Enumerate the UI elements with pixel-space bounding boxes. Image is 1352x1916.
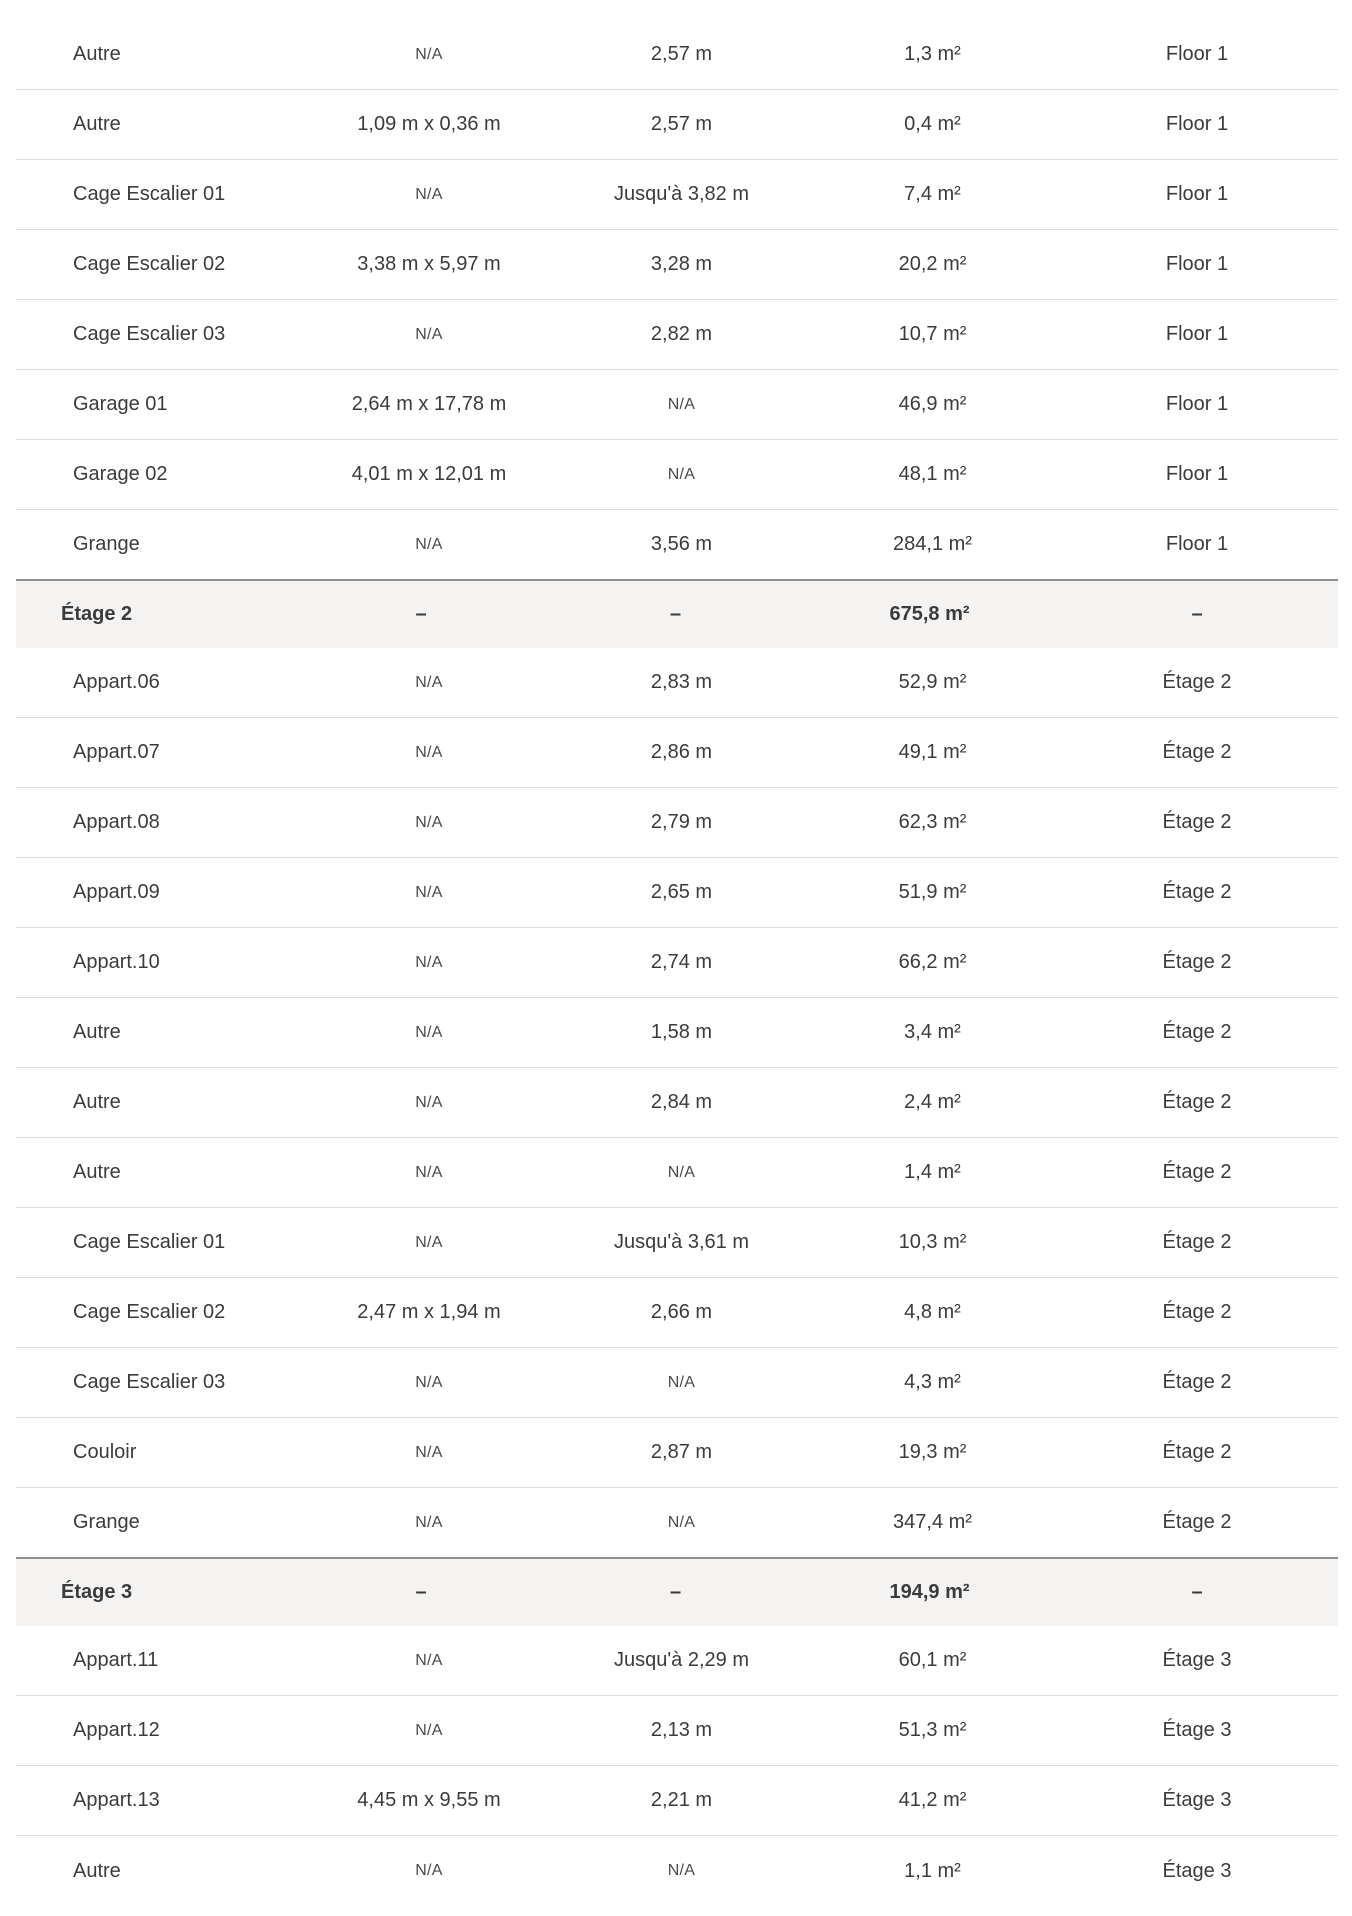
floor-cell: Étage 2 [1162, 1231, 1232, 1253]
dimensions-cell: N/A [415, 743, 443, 761]
area-cell: 1,3 m² [904, 43, 961, 65]
ceiling-height-cell: N/A [667, 395, 696, 413]
dimensions-cell: N/A [415, 185, 443, 203]
floor-group-row [16, 1557, 1338, 1626]
ceiling-height-cell: 2,83 m [650, 671, 713, 693]
table-row [16, 858, 1338, 928]
group-room-name-cell: Étage 3 [61, 1581, 133, 1603]
dimensions-cell: 2,64 m x 17,78 m [351, 393, 507, 415]
group-dimensions-cell: – [415, 603, 427, 625]
room-name-cell: Couloir [73, 1441, 137, 1463]
ceiling-height-cell: 2,21 m [650, 1789, 713, 1811]
room-name-cell: Appart.12 [73, 1719, 160, 1741]
floor-cell: Étage 2 [1162, 1161, 1232, 1183]
ceiling-height-cell: Jusqu'à 2,29 m [613, 1649, 749, 1671]
room-name-cell: Autre [73, 113, 121, 135]
dimensions-cell: N/A [415, 325, 443, 343]
area-cell: 347,4 m² [893, 1511, 972, 1533]
area-cell: 3,4 m² [904, 1021, 961, 1043]
ceiling-height-cell: 3,56 m [650, 533, 713, 555]
ceiling-height-cell: N/A [667, 1513, 696, 1531]
area-cell: 4,3 m² [904, 1371, 961, 1393]
floor-cell: Floor 1 [1165, 183, 1229, 205]
table-row [16, 90, 1338, 160]
ceiling-height-cell: 2,87 m [650, 1441, 713, 1463]
dimensions-cell: 3,38 m x 5,97 m [357, 253, 501, 275]
table-row [16, 1696, 1338, 1766]
room-name-cell: Appart.06 [73, 671, 160, 693]
room-name-cell: Appart.10 [73, 951, 160, 973]
table-row [16, 300, 1338, 370]
table-row [16, 160, 1338, 230]
dimensions-cell: N/A [415, 535, 443, 553]
floor-group-row [16, 579, 1338, 648]
ceiling-height-cell: 2,79 m [650, 811, 713, 833]
floor-cell: Étage 2 [1162, 881, 1232, 903]
room-name-cell: Grange [73, 533, 140, 555]
dimensions-cell: N/A [415, 1513, 443, 1531]
area-cell: 10,7 m² [898, 323, 967, 345]
ceiling-height-cell: 3,28 m [650, 253, 713, 275]
table-row [16, 1488, 1338, 1558]
table-row [16, 440, 1338, 510]
area-cell: 0,4 m² [904, 113, 961, 135]
table-row [16, 998, 1338, 1068]
dimensions-cell: N/A [415, 813, 443, 831]
dimensions-cell: 2,47 m x 1,94 m [357, 1301, 501, 1323]
area-cell: 62,3 m² [898, 811, 967, 833]
dimensions-cell: 4,01 m x 12,01 m [351, 463, 507, 485]
floor-cell: Floor 1 [1165, 43, 1229, 65]
group-ceiling-height-cell: – [669, 1581, 682, 1603]
room-name-cell: Appart.09 [73, 881, 160, 903]
floor-cell: Étage 2 [1162, 1511, 1232, 1533]
floor-cell: Étage 2 [1162, 671, 1232, 693]
room-name-cell: Cage Escalier 03 [73, 1371, 226, 1393]
floor-cell: Étage 3 [1162, 1719, 1232, 1741]
group-room-name-cell: Étage 2 [61, 603, 133, 625]
room-name-cell: Garage 01 [73, 393, 168, 415]
dimensions-cell: N/A [415, 1651, 443, 1669]
floor-cell: Étage 3 [1162, 1859, 1232, 1882]
table-row [16, 1626, 1338, 1696]
floor-cell: Floor 1 [1165, 533, 1229, 555]
room-name-cell: Appart.11 [73, 1649, 159, 1671]
table-row [16, 1766, 1338, 1836]
floor-cell: Floor 1 [1165, 463, 1229, 485]
floor-cell: Floor 1 [1165, 323, 1229, 345]
table-row [16, 788, 1338, 858]
area-cell: 51,9 m² [898, 881, 967, 903]
table-row [16, 718, 1338, 788]
area-cell: 51,3 m² [898, 1719, 967, 1741]
dimensions-cell: N/A [415, 673, 443, 691]
dimensions-cell: N/A [415, 1721, 443, 1739]
table-row [16, 370, 1338, 440]
area-cell: 52,9 m² [898, 671, 967, 693]
dimensions-cell: N/A [415, 1373, 443, 1391]
floor-cell: Floor 1 [1165, 113, 1229, 135]
ceiling-height-cell: 2,13 m [650, 1719, 713, 1741]
ceiling-height-cell: 2,65 m [650, 881, 713, 903]
dimensions-cell: N/A [415, 1023, 443, 1041]
area-cell: 49,1 m² [898, 741, 967, 763]
area-cell: 10,3 m² [898, 1231, 967, 1253]
dimensions-cell: N/A [415, 883, 443, 901]
group-floor-cell: – [1191, 1581, 1203, 1603]
dimensions-cell: N/A [415, 1443, 443, 1461]
table-row [16, 230, 1338, 300]
group-dimensions-cell: – [415, 1581, 427, 1603]
table-row [16, 648, 1338, 718]
ceiling-height-cell: 2,66 m [650, 1301, 713, 1323]
dimensions-cell: N/A [415, 45, 443, 63]
room-name-cell: Garage 02 [73, 463, 168, 485]
floor-cell: Floor 1 [1165, 393, 1229, 415]
floor-cell: Étage 3 [1162, 1789, 1232, 1811]
rooms-table [16, 20, 1338, 1906]
dimensions-cell: N/A [415, 1093, 443, 1111]
dimensions-cell: N/A [415, 953, 443, 971]
dimensions-cell: 4,45 m x 9,55 m [357, 1789, 501, 1811]
room-name-cell: Appart.07 [73, 741, 160, 763]
ceiling-height-cell: 2,57 m [650, 43, 713, 65]
area-cell: 4,8 m² [904, 1301, 961, 1323]
ceiling-height-cell: 2,84 m [650, 1091, 713, 1113]
group-floor-cell: – [1191, 603, 1203, 625]
ceiling-height-cell: N/A [667, 1862, 696, 1879]
group-area-cell: 675,8 m² [889, 603, 970, 625]
ceiling-height-cell: Jusqu'à 3,82 m [613, 183, 749, 205]
area-cell: 1,4 m² [904, 1161, 961, 1183]
table-row [16, 510, 1338, 580]
room-name-cell: Cage Escalier 01 [73, 183, 226, 205]
room-name-cell: Cage Escalier 02 [73, 1301, 226, 1323]
floor-cell: Étage 2 [1162, 1091, 1232, 1113]
area-cell: 60,1 m² [898, 1649, 967, 1671]
ceiling-height-cell: 2,82 m [650, 323, 713, 345]
dimensions-cell: N/A [415, 1233, 443, 1251]
floor-cell: Floor 1 [1165, 253, 1229, 275]
floor-cell: Étage 2 [1162, 811, 1232, 833]
area-cell: 284,1 m² [893, 533, 972, 555]
dimensions-cell: 1,09 m x 0,36 m [357, 113, 501, 135]
table-row [16, 1348, 1338, 1418]
ceiling-height-cell: Jusqu'à 3,61 m [613, 1231, 749, 1253]
group-ceiling-height-cell: – [669, 603, 682, 625]
dimensions-cell: N/A [415, 1862, 443, 1879]
ceiling-height-cell: N/A [667, 1163, 696, 1181]
area-cell: 46,9 m² [898, 393, 967, 415]
ceiling-height-cell: 2,57 m [650, 113, 713, 135]
room-name-cell: Autre [73, 1859, 121, 1882]
room-name-cell: Appart.08 [73, 811, 160, 833]
floor-cell: Étage 2 [1162, 1301, 1232, 1323]
floor-cell: Étage 2 [1162, 1441, 1232, 1463]
group-area-cell: 194,9 m² [889, 1581, 970, 1603]
table-row [16, 928, 1338, 998]
floor-cell: Étage 2 [1162, 1021, 1232, 1043]
dimensions-cell: N/A [415, 1163, 443, 1181]
floor-cell: Étage 2 [1162, 951, 1232, 973]
room-name-cell: Cage Escalier 02 [73, 253, 226, 275]
room-name-cell: Appart.13 [73, 1789, 160, 1811]
ceiling-height-cell: 1,58 m [650, 1021, 713, 1043]
table-row [16, 1278, 1338, 1348]
table-row [16, 20, 1338, 90]
floor-cell: Étage 2 [1162, 741, 1232, 763]
area-cell: 41,2 m² [898, 1789, 967, 1811]
ceiling-height-cell: 2,74 m [650, 951, 713, 973]
floor-cell: Étage 2 [1162, 1371, 1232, 1393]
area-cell: 1,1 m² [904, 1859, 961, 1882]
table-row [16, 1418, 1338, 1488]
area-cell: 2,4 m² [904, 1091, 961, 1113]
area-cell: 20,2 m² [898, 253, 967, 275]
area-cell: 7,4 m² [904, 183, 961, 205]
room-name-cell: Autre [73, 1161, 121, 1183]
ceiling-height-cell: N/A [667, 465, 696, 483]
room-name-cell: Cage Escalier 03 [73, 323, 226, 345]
room-name-cell: Cage Escalier 01 [73, 1231, 226, 1253]
area-cell: 19,3 m² [898, 1441, 967, 1463]
table-row [16, 1138, 1338, 1208]
area-cell: 48,1 m² [898, 463, 967, 485]
room-name-cell: Autre [73, 1021, 121, 1043]
room-name-cell: Grange [73, 1511, 140, 1533]
room-name-cell: Autre [73, 1091, 121, 1113]
ceiling-height-cell: N/A [667, 1373, 696, 1391]
table-row [16, 1836, 1338, 1906]
ceiling-height-cell: 2,86 m [650, 741, 713, 763]
table-row [16, 1068, 1338, 1138]
table-row [16, 1208, 1338, 1278]
floor-cell: Étage 3 [1162, 1649, 1232, 1671]
room-name-cell: Autre [73, 43, 121, 65]
area-cell: 66,2 m² [898, 951, 967, 973]
